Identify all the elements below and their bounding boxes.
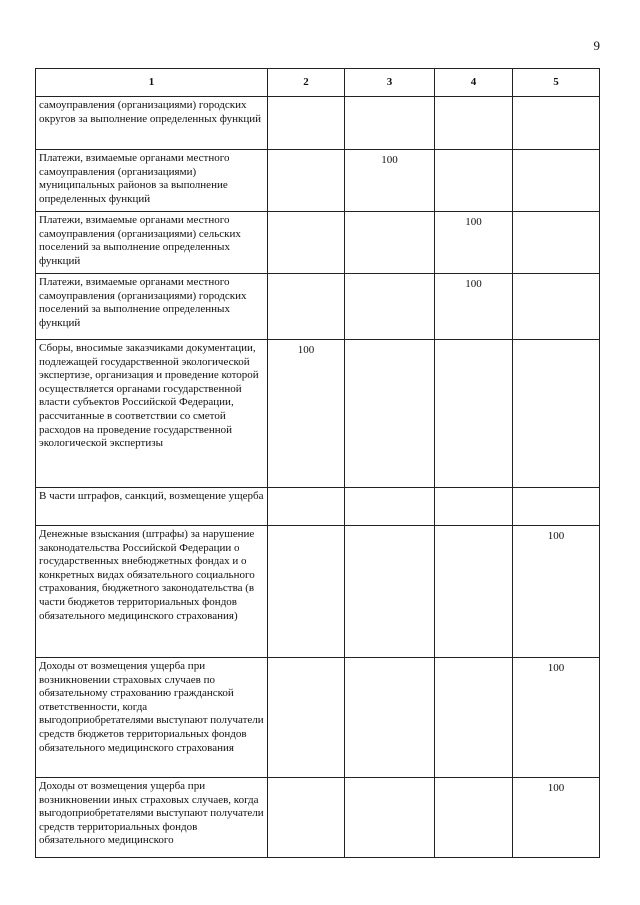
- cell-col-2: [268, 658, 345, 778]
- row-description: Платежи, взимаемые органами местного самоуправления (организациями) муниципальных районов за выполнение определенных функций: [36, 150, 268, 212]
- cell-col-2: [268, 212, 345, 274]
- row-description: Денежные взыскания (штрафы) за нарушение законодательства Российской Федерации о государственных внебюджетных фондах и о конкретных видах обязательного социального страхования, бюджетного законодательства (в части бюджетов территориальных фондов обязательного медицинского страхования): [36, 526, 268, 658]
- cell-col-4: [435, 97, 513, 150]
- header-row: [36, 69, 600, 97]
- cell-col-3: 100: [345, 150, 435, 212]
- cell-col-5: [513, 488, 600, 526]
- table-row: [36, 526, 600, 658]
- cell-col-3: [345, 97, 435, 150]
- cell-col-4: 100: [435, 274, 513, 340]
- cell-col-3: [345, 212, 435, 274]
- cell-col-4: [435, 150, 513, 212]
- table-row: [36, 778, 600, 858]
- cell-col-5: [513, 340, 600, 488]
- column-header-3: 3: [345, 69, 435, 97]
- column-header-5: 5: [513, 69, 600, 97]
- cell-col-3: [345, 274, 435, 340]
- page-number: 9: [593, 38, 600, 53]
- cell-col-5: 100: [513, 658, 600, 778]
- table-header: [36, 69, 600, 97]
- cell-col-2: [268, 526, 345, 658]
- revenue-distribution-table: [35, 68, 600, 858]
- row-description: В части штрафов, санкций, возмещение ущерба: [36, 488, 268, 526]
- column-header-4: 4: [435, 69, 513, 97]
- cell-col-4: [435, 526, 513, 658]
- cell-col-3: [345, 658, 435, 778]
- row-description: Доходы от возмещения ущерба при возникновении страховых случаев по обязательному страхованию гражданской ответственности, когда выгодоприобретателями выступают получатели средств бюджетов территориальных фондов обязательного медицинского страхования: [36, 658, 268, 778]
- row-description: Платежи, взимаемые органами местного самоуправления (организациями) городских поселений за выполнение определенных функций: [36, 274, 268, 340]
- table-row: [36, 150, 600, 212]
- cell-col-2: [268, 778, 345, 858]
- table-row: [36, 658, 600, 778]
- row-description: самоуправления (организациями) городских округов за выполнение определенных функций: [36, 97, 268, 150]
- cell-col-5: 100: [513, 526, 600, 658]
- cell-col-4: 100: [435, 212, 513, 274]
- column-header-2: 2: [268, 69, 345, 97]
- cell-col-2: [268, 274, 345, 340]
- table-row: [36, 274, 600, 340]
- table-row: [36, 212, 600, 274]
- row-description: Платежи, взимаемые органами местного самоуправления (организациями) сельских поселений за выполнение определенных функций: [36, 212, 268, 274]
- cell-col-3: [345, 778, 435, 858]
- cell-col-3: [345, 526, 435, 658]
- cell-col-5: 100: [513, 778, 600, 858]
- table-body: [36, 97, 600, 858]
- table-row: [36, 488, 600, 526]
- cell-col-3: [345, 340, 435, 488]
- cell-col-2: [268, 97, 345, 150]
- cell-col-5: [513, 274, 600, 340]
- table-row: [36, 340, 600, 488]
- column-header-1: 1: [36, 69, 268, 97]
- row-description: Доходы от возмещения ущерба при возникновении иных страховых случаев, когда выгодоприобретателями выступают получатели средств территориальных фондов обязательного медицинского: [36, 778, 268, 858]
- cell-col-5: [513, 97, 600, 150]
- cell-col-5: [513, 150, 600, 212]
- cell-col-4: [435, 488, 513, 526]
- row-description: Сборы, вносимые заказчиками документации, подлежащей государственной экологической экспертизе, организация и проведение которой осуществляется органами государственной власти субъектов Российской Федерации, рассчитанные в соответствии со сметой расходов на проведение государственной экологической экспертизы: [36, 340, 268, 488]
- cell-col-2: 100: [268, 340, 345, 488]
- cell-col-5: [513, 212, 600, 274]
- cell-col-3: [345, 488, 435, 526]
- cell-col-4: [435, 658, 513, 778]
- table-row: [36, 97, 600, 150]
- cell-col-4: [435, 340, 513, 488]
- cell-col-2: [268, 488, 345, 526]
- cell-col-2: [268, 150, 345, 212]
- cell-col-4: [435, 778, 513, 858]
